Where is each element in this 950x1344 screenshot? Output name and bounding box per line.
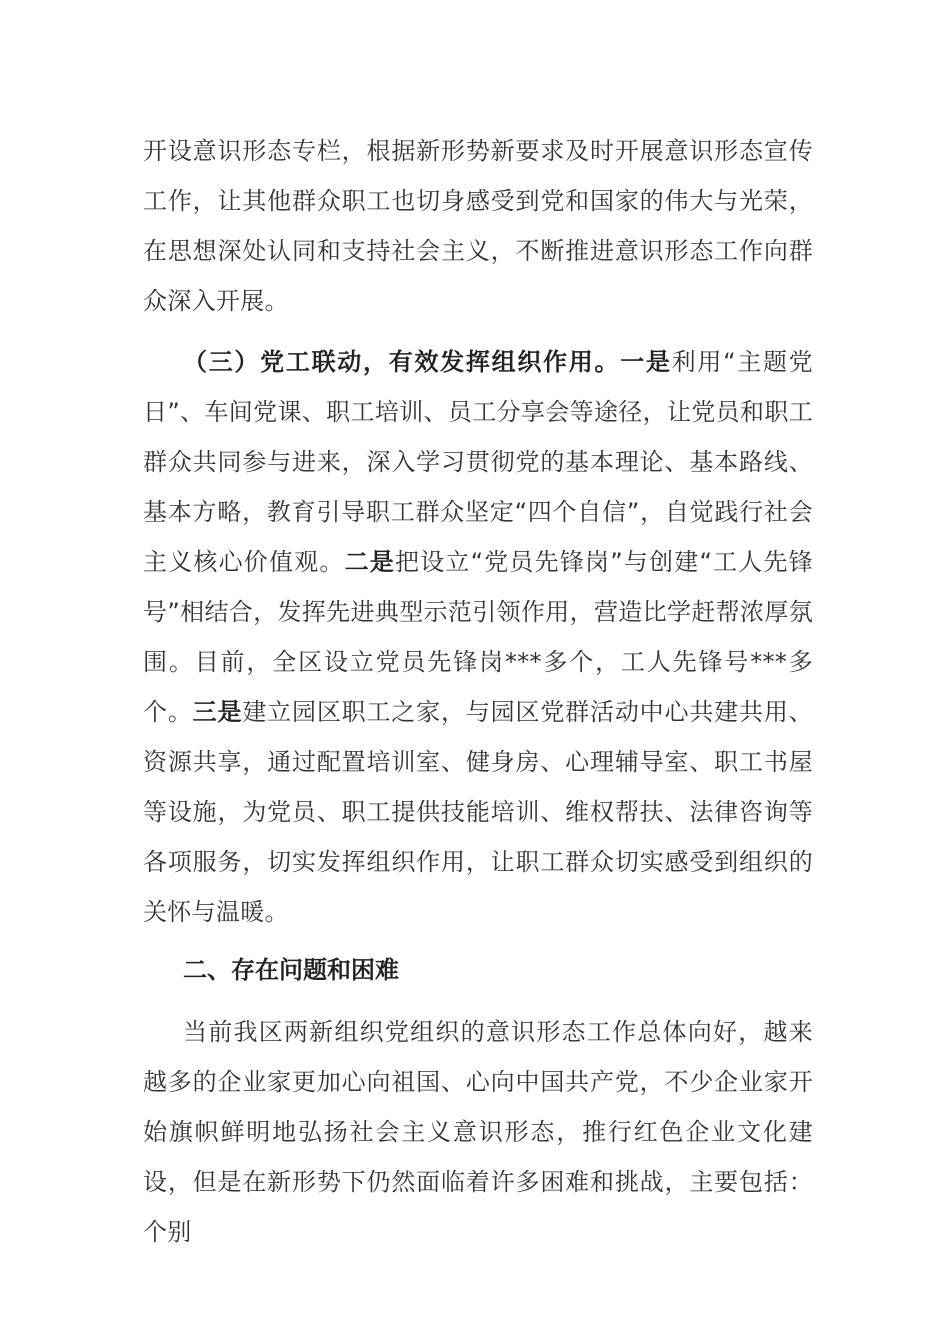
- paragraph-current-status: [143, 1007, 813, 1257]
- point-text-2: 把设立“党员先锋岗”与创建“工人先锋号”相结合，发挥先进典型示范引领作用，营造比学赶帮浓厚氛围。目前，全区设立党员先锋岗***多个，工人先锋号***多个。: [143, 548, 813, 726]
- point-label-1: 一是: [620, 348, 672, 376]
- paragraph-continued: [143, 126, 813, 326]
- point-text-3: 建立园区职工之家，与园区党群活动中心共建共用、资源共享，通过配置培训室、健身房、心理辅导室、职工书屋等设施，为党员、职工提供技能培训、维权帮扶、法律咨询等各项服务，切实发挥组织作用，让职工群众切实感受到组织的关怀与温暖。: [143, 698, 813, 926]
- point-label-3: 三是: [192, 698, 243, 726]
- point-label-2: 二是: [344, 548, 395, 576]
- paragraph-text: 当前我区两新组织党组织的意识形态工作总体向好，越来越多的企业家更加心向祖国、心向中国共产党，不少企业家开始旗帜鲜明地弘扬社会主义意识形态，推行红色企业文化建设，但是在新形势下仍然面临着许多困难和挑战，主要包括：个别: [143, 1018, 813, 1246]
- section-heading: 二、存在问题和困难: [183, 956, 399, 984]
- paragraph-text: 开设意识形态专栏，根据新形势新要求及时开展意识形态宣传工作，让其他群众职工也切身感受到党和国家的伟大与光荣，在思想深处认同和支持社会主义，不断推进意识形态工作向群众深入开展。: [143, 137, 813, 315]
- point-text-1: 利用“主题党日”、车间党课、职工培训、员工分享会等途径，让党员和职工群众共同参与进来，深入学习贯彻党的基本理论、基本路线、基本方略，教育引导职工群众坚定“四个自信”，自觉践行社会主义核心价值观。: [143, 348, 813, 576]
- subsection-title: （三）党工联动，有效发挥组织作用。: [183, 348, 621, 376]
- paragraph-party-union-linkage: [143, 337, 813, 937]
